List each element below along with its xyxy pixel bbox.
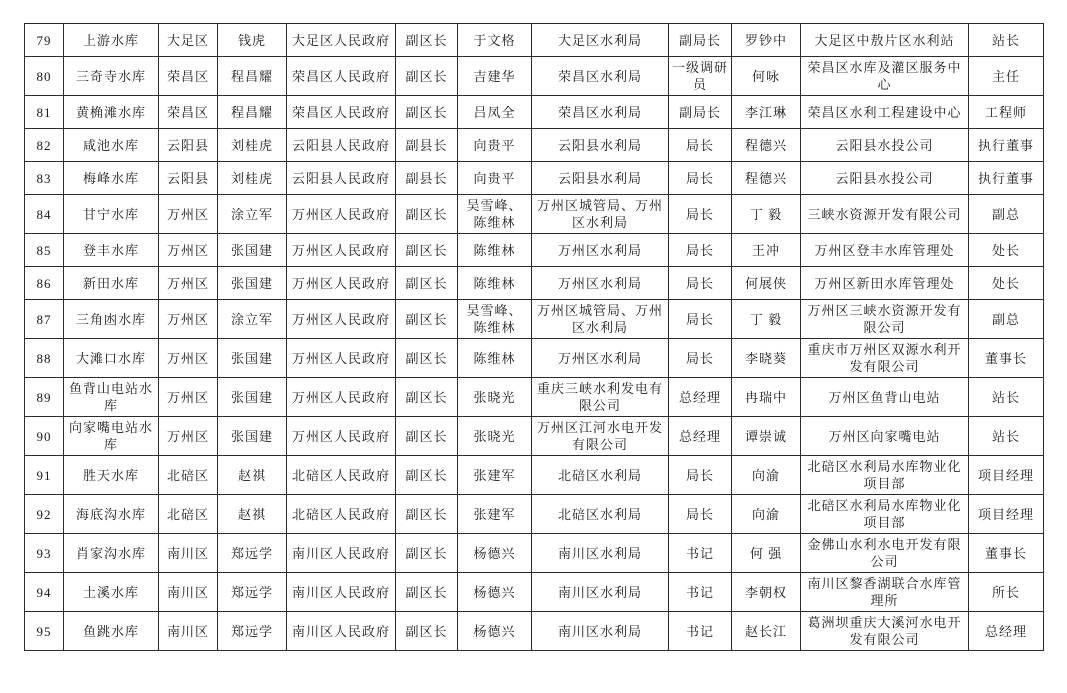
cell-no: 92 bbox=[25, 495, 64, 534]
cell-government: 北碚区人民政府 bbox=[287, 495, 396, 534]
cell-gov-responsible-person: 程昌耀 bbox=[218, 96, 287, 129]
cell-dept-responsible-person: 杨德兴 bbox=[458, 612, 532, 651]
cell-reservoir-name: 土溪水库 bbox=[64, 573, 159, 612]
cell-dept-responsible-person: 杨德兴 bbox=[458, 573, 532, 612]
cell-reservoir-name: 三奇寺水库 bbox=[64, 57, 159, 96]
cell-department: 南川区水利局 bbox=[532, 534, 669, 573]
cell-dept-title: 副局长 bbox=[669, 24, 732, 57]
cell-dept-title: 一级调研员 bbox=[669, 57, 732, 96]
cell-unit-responsible-person: 李江琳 bbox=[732, 96, 801, 129]
cell-reservoir-name: 三角凼水库 bbox=[64, 300, 159, 339]
cell-no: 93 bbox=[25, 534, 64, 573]
cell-gov-title: 副区长 bbox=[396, 96, 458, 129]
cell-unit-responsible-person: 向渝 bbox=[732, 495, 801, 534]
cell-reservoir-name: 上游水库 bbox=[64, 24, 159, 57]
cell-gov-title: 副区长 bbox=[396, 57, 458, 96]
cell-gov-responsible-person: 张国建 bbox=[218, 267, 287, 300]
cell-reservoir-name: 咸池水库 bbox=[64, 129, 159, 162]
cell-gov-title: 副区长 bbox=[396, 339, 458, 378]
cell-district: 云阳县 bbox=[159, 162, 218, 195]
cell-gov-responsible-person: 刘桂虎 bbox=[218, 162, 287, 195]
cell-department: 重庆三峡水利发电有限公司 bbox=[532, 378, 669, 417]
cell-gov-responsible-person: 郑远学 bbox=[218, 534, 287, 573]
cell-gov-responsible-person: 赵祺 bbox=[218, 456, 287, 495]
cell-dept-responsible-person: 吴雪峰、陈维林 bbox=[458, 195, 532, 234]
cell-gov-responsible-person: 张国建 bbox=[218, 339, 287, 378]
cell-unit-title: 站长 bbox=[969, 417, 1044, 456]
cell-district: 万州区 bbox=[159, 417, 218, 456]
cell-reservoir-name: 梅峰水库 bbox=[64, 162, 159, 195]
cell-government: 荣昌区人民政府 bbox=[287, 57, 396, 96]
cell-unit-title: 执行董事 bbox=[969, 129, 1044, 162]
cell-government: 万州区人民政府 bbox=[287, 300, 396, 339]
cell-gov-title: 副区长 bbox=[396, 378, 458, 417]
document-page bbox=[24, 23, 1043, 651]
table-row bbox=[25, 534, 1044, 573]
cell-gov-responsible-person: 涂立军 bbox=[218, 195, 287, 234]
cell-management-unit: 万州区鱼背山电站 bbox=[801, 378, 969, 417]
cell-reservoir-name: 黄桷滩水库 bbox=[64, 96, 159, 129]
cell-dept-title: 副局长 bbox=[669, 96, 732, 129]
cell-department: 万州区城管局、万州区水利局 bbox=[532, 300, 669, 339]
cell-district: 荣昌区 bbox=[159, 96, 218, 129]
cell-dept-responsible-person: 于文格 bbox=[458, 24, 532, 57]
cell-district: 荣昌区 bbox=[159, 57, 218, 96]
cell-unit-title: 项目经理 bbox=[969, 495, 1044, 534]
cell-government: 万州区人民政府 bbox=[287, 378, 396, 417]
cell-reservoir-name: 鱼跳水库 bbox=[64, 612, 159, 651]
cell-dept-responsible-person: 吉建华 bbox=[458, 57, 532, 96]
cell-unit-responsible-person: 何咏 bbox=[732, 57, 801, 96]
table-body bbox=[25, 24, 1044, 651]
table-row bbox=[25, 195, 1044, 234]
table-row bbox=[25, 267, 1044, 300]
cell-dept-title: 总经理 bbox=[669, 417, 732, 456]
cell-department: 大足区水利局 bbox=[532, 24, 669, 57]
cell-unit-title: 副总 bbox=[969, 195, 1044, 234]
cell-unit-title: 所长 bbox=[969, 573, 1044, 612]
cell-no: 82 bbox=[25, 129, 64, 162]
cell-government: 南川区人民政府 bbox=[287, 573, 396, 612]
cell-department: 万州区水利局 bbox=[532, 339, 669, 378]
cell-department: 万州区水利局 bbox=[532, 267, 669, 300]
cell-dept-responsible-person: 吕凤全 bbox=[458, 96, 532, 129]
cell-gov-responsible-person: 涂立军 bbox=[218, 300, 287, 339]
cell-department: 南川区水利局 bbox=[532, 573, 669, 612]
cell-gov-title: 副区长 bbox=[396, 417, 458, 456]
cell-no: 80 bbox=[25, 57, 64, 96]
cell-no: 88 bbox=[25, 339, 64, 378]
cell-gov-title: 副区长 bbox=[396, 195, 458, 234]
cell-no: 81 bbox=[25, 96, 64, 129]
table-row bbox=[25, 162, 1044, 195]
cell-dept-title: 总经理 bbox=[669, 378, 732, 417]
table-row bbox=[25, 96, 1044, 129]
cell-gov-title: 副区长 bbox=[396, 495, 458, 534]
cell-department: 南川区水利局 bbox=[532, 612, 669, 651]
cell-dept-responsible-person: 杨德兴 bbox=[458, 534, 532, 573]
cell-unit-title: 董事长 bbox=[969, 339, 1044, 378]
cell-dept-responsible-person: 向贵平 bbox=[458, 162, 532, 195]
cell-unit-title: 处长 bbox=[969, 267, 1044, 300]
cell-management-unit: 葛洲坝重庆大溪河水电开发有限公司 bbox=[801, 612, 969, 651]
cell-management-unit: 三峡水资源开发有限公司 bbox=[801, 195, 969, 234]
cell-no: 95 bbox=[25, 612, 64, 651]
cell-unit-responsible-person: 王冲 bbox=[732, 234, 801, 267]
cell-no: 91 bbox=[25, 456, 64, 495]
cell-district: 万州区 bbox=[159, 339, 218, 378]
cell-unit-title: 总经理 bbox=[969, 612, 1044, 651]
cell-gov-responsible-person: 郑远学 bbox=[218, 612, 287, 651]
cell-district: 北碚区 bbox=[159, 495, 218, 534]
cell-department: 云阳县水利局 bbox=[532, 129, 669, 162]
cell-reservoir-name: 海底沟水库 bbox=[64, 495, 159, 534]
cell-management-unit: 北碚区水利局水库物业化项目部 bbox=[801, 456, 969, 495]
cell-dept-title: 局长 bbox=[669, 495, 732, 534]
table-row bbox=[25, 129, 1044, 162]
cell-unit-title: 站长 bbox=[969, 378, 1044, 417]
cell-unit-title: 执行董事 bbox=[969, 162, 1044, 195]
cell-unit-title: 工程师 bbox=[969, 96, 1044, 129]
cell-unit-title: 副总 bbox=[969, 300, 1044, 339]
cell-unit-responsible-person: 程德兴 bbox=[732, 162, 801, 195]
cell-reservoir-name: 大滩口水库 bbox=[64, 339, 159, 378]
cell-management-unit: 万州区三峡水资源开发有限公司 bbox=[801, 300, 969, 339]
cell-dept-responsible-person: 陈维林 bbox=[458, 339, 532, 378]
cell-department: 荣昌区水利局 bbox=[532, 57, 669, 96]
cell-dept-responsible-person: 陈维林 bbox=[458, 234, 532, 267]
cell-no: 83 bbox=[25, 162, 64, 195]
cell-unit-responsible-person: 罗钞中 bbox=[732, 24, 801, 57]
cell-government: 云阳县人民政府 bbox=[287, 162, 396, 195]
cell-district: 云阳县 bbox=[159, 129, 218, 162]
cell-management-unit: 北碚区水利局水库物业化项目部 bbox=[801, 495, 969, 534]
cell-district: 万州区 bbox=[159, 300, 218, 339]
cell-management-unit: 荣昌区水利工程建设中心 bbox=[801, 96, 969, 129]
cell-management-unit: 万州区向家嘴电站 bbox=[801, 417, 969, 456]
cell-dept-title: 局长 bbox=[669, 456, 732, 495]
cell-reservoir-name: 胜天水库 bbox=[64, 456, 159, 495]
cell-district: 南川区 bbox=[159, 573, 218, 612]
cell-dept-responsible-person: 陈维林 bbox=[458, 267, 532, 300]
cell-dept-title: 局长 bbox=[669, 339, 732, 378]
cell-gov-title: 副区长 bbox=[396, 573, 458, 612]
cell-government: 南川区人民政府 bbox=[287, 534, 396, 573]
cell-gov-title: 副区长 bbox=[396, 267, 458, 300]
cell-dept-title: 书记 bbox=[669, 534, 732, 573]
reservoir-responsibility-table bbox=[24, 23, 1044, 651]
cell-unit-responsible-person: 李朝权 bbox=[732, 573, 801, 612]
cell-management-unit: 南川区黎香湖联合水库管理所 bbox=[801, 573, 969, 612]
cell-gov-title: 副区长 bbox=[396, 24, 458, 57]
cell-no: 85 bbox=[25, 234, 64, 267]
cell-reservoir-name: 肖家沟水库 bbox=[64, 534, 159, 573]
cell-dept-title: 书记 bbox=[669, 573, 732, 612]
cell-dept-title: 局长 bbox=[669, 162, 732, 195]
cell-department: 万州区江河水电开发有限公司 bbox=[532, 417, 669, 456]
cell-district: 万州区 bbox=[159, 378, 218, 417]
cell-reservoir-name: 甘宁水库 bbox=[64, 195, 159, 234]
cell-management-unit: 万州区登丰水库管理处 bbox=[801, 234, 969, 267]
cell-gov-responsible-person: 郑远学 bbox=[218, 573, 287, 612]
table-row bbox=[25, 339, 1044, 378]
cell-no: 84 bbox=[25, 195, 64, 234]
cell-district: 南川区 bbox=[159, 534, 218, 573]
table-row bbox=[25, 378, 1044, 417]
cell-district: 大足区 bbox=[159, 24, 218, 57]
cell-dept-responsible-person: 张建军 bbox=[458, 495, 532, 534]
cell-management-unit: 云阳县水投公司 bbox=[801, 129, 969, 162]
cell-unit-title: 站长 bbox=[969, 24, 1044, 57]
cell-gov-title: 副区长 bbox=[396, 300, 458, 339]
cell-no: 87 bbox=[25, 300, 64, 339]
cell-district: 北碚区 bbox=[159, 456, 218, 495]
cell-gov-title: 副区长 bbox=[396, 234, 458, 267]
cell-management-unit: 万州区新田水库管理处 bbox=[801, 267, 969, 300]
cell-management-unit: 荣昌区水库及灌区服务中心 bbox=[801, 57, 969, 96]
cell-dept-title: 书记 bbox=[669, 612, 732, 651]
cell-gov-responsible-person: 赵祺 bbox=[218, 495, 287, 534]
cell-department: 万州区城管局、万州区水利局 bbox=[532, 195, 669, 234]
cell-department: 万州区水利局 bbox=[532, 234, 669, 267]
cell-government: 荣昌区人民政府 bbox=[287, 96, 396, 129]
cell-gov-responsible-person: 刘桂虎 bbox=[218, 129, 287, 162]
cell-unit-responsible-person: 何 强 bbox=[732, 534, 801, 573]
cell-no: 89 bbox=[25, 378, 64, 417]
cell-unit-title: 主任 bbox=[969, 57, 1044, 96]
cell-district: 南川区 bbox=[159, 612, 218, 651]
table-row bbox=[25, 456, 1044, 495]
cell-reservoir-name: 向家嘴电站水库 bbox=[64, 417, 159, 456]
cell-department: 荣昌区水利局 bbox=[532, 96, 669, 129]
cell-department: 北碚区水利局 bbox=[532, 456, 669, 495]
cell-gov-title: 副区长 bbox=[396, 456, 458, 495]
cell-dept-title: 局长 bbox=[669, 300, 732, 339]
cell-gov-responsible-person: 钱虎 bbox=[218, 24, 287, 57]
cell-department: 云阳县水利局 bbox=[532, 162, 669, 195]
cell-management-unit: 金佛山水利水电开发有限公司 bbox=[801, 534, 969, 573]
cell-reservoir-name: 鱼背山电站水库 bbox=[64, 378, 159, 417]
cell-gov-title: 副区长 bbox=[396, 534, 458, 573]
table-row bbox=[25, 573, 1044, 612]
cell-government: 万州区人民政府 bbox=[287, 267, 396, 300]
cell-no: 90 bbox=[25, 417, 64, 456]
cell-dept-responsible-person: 张晓光 bbox=[458, 378, 532, 417]
cell-reservoir-name: 登丰水库 bbox=[64, 234, 159, 267]
cell-dept-title: 局长 bbox=[669, 129, 732, 162]
cell-gov-title: 副县长 bbox=[396, 162, 458, 195]
cell-no: 94 bbox=[25, 573, 64, 612]
cell-government: 万州区人民政府 bbox=[287, 417, 396, 456]
cell-unit-responsible-person: 何展侠 bbox=[732, 267, 801, 300]
table-row bbox=[25, 234, 1044, 267]
cell-government: 万州区人民政府 bbox=[287, 195, 396, 234]
cell-department: 北碚区水利局 bbox=[532, 495, 669, 534]
table-row bbox=[25, 612, 1044, 651]
cell-district: 万州区 bbox=[159, 234, 218, 267]
cell-reservoir-name: 新田水库 bbox=[64, 267, 159, 300]
cell-unit-responsible-person: 向渝 bbox=[732, 456, 801, 495]
cell-dept-responsible-person: 吴雪峰、陈维林 bbox=[458, 300, 532, 339]
cell-unit-responsible-person: 冉瑞中 bbox=[732, 378, 801, 417]
cell-dept-responsible-person: 张晓光 bbox=[458, 417, 532, 456]
cell-management-unit: 重庆市万州区双源水利开发有限公司 bbox=[801, 339, 969, 378]
cell-management-unit: 大足区中敖片区水利站 bbox=[801, 24, 969, 57]
cell-unit-responsible-person: 丁 毅 bbox=[732, 195, 801, 234]
table-row bbox=[25, 24, 1044, 57]
cell-no: 86 bbox=[25, 267, 64, 300]
table-row bbox=[25, 495, 1044, 534]
cell-government: 云阳县人民政府 bbox=[287, 129, 396, 162]
cell-unit-responsible-person: 丁 毅 bbox=[732, 300, 801, 339]
cell-unit-title: 项目经理 bbox=[969, 456, 1044, 495]
cell-dept-responsible-person: 向贵平 bbox=[458, 129, 532, 162]
cell-gov-responsible-person: 张国建 bbox=[218, 417, 287, 456]
cell-unit-responsible-person: 赵长江 bbox=[732, 612, 801, 651]
cell-district: 万州区 bbox=[159, 195, 218, 234]
cell-gov-title: 副区长 bbox=[396, 612, 458, 651]
cell-unit-responsible-person: 李晓葵 bbox=[732, 339, 801, 378]
cell-district: 万州区 bbox=[159, 267, 218, 300]
table-row bbox=[25, 300, 1044, 339]
cell-government: 大足区人民政府 bbox=[287, 24, 396, 57]
cell-dept-title: 局长 bbox=[669, 195, 732, 234]
cell-government: 北碚区人民政府 bbox=[287, 456, 396, 495]
table-row bbox=[25, 57, 1044, 96]
cell-dept-title: 局长 bbox=[669, 234, 732, 267]
cell-dept-title: 局长 bbox=[669, 267, 732, 300]
cell-dept-responsible-person: 张建军 bbox=[458, 456, 532, 495]
table-row bbox=[25, 417, 1044, 456]
cell-unit-responsible-person: 程德兴 bbox=[732, 129, 801, 162]
cell-gov-responsible-person: 张国建 bbox=[218, 234, 287, 267]
cell-unit-responsible-person: 谭崇诚 bbox=[732, 417, 801, 456]
cell-gov-responsible-person: 张国建 bbox=[218, 378, 287, 417]
cell-gov-responsible-person: 程昌耀 bbox=[218, 57, 287, 96]
cell-no: 79 bbox=[25, 24, 64, 57]
cell-government: 万州区人民政府 bbox=[287, 234, 396, 267]
cell-unit-title: 董事长 bbox=[969, 534, 1044, 573]
cell-gov-title: 副县长 bbox=[396, 129, 458, 162]
cell-unit-title: 处长 bbox=[969, 234, 1044, 267]
cell-government: 万州区人民政府 bbox=[287, 339, 396, 378]
cell-government: 南川区人民政府 bbox=[287, 612, 396, 651]
cell-management-unit: 云阳县水投公司 bbox=[801, 162, 969, 195]
